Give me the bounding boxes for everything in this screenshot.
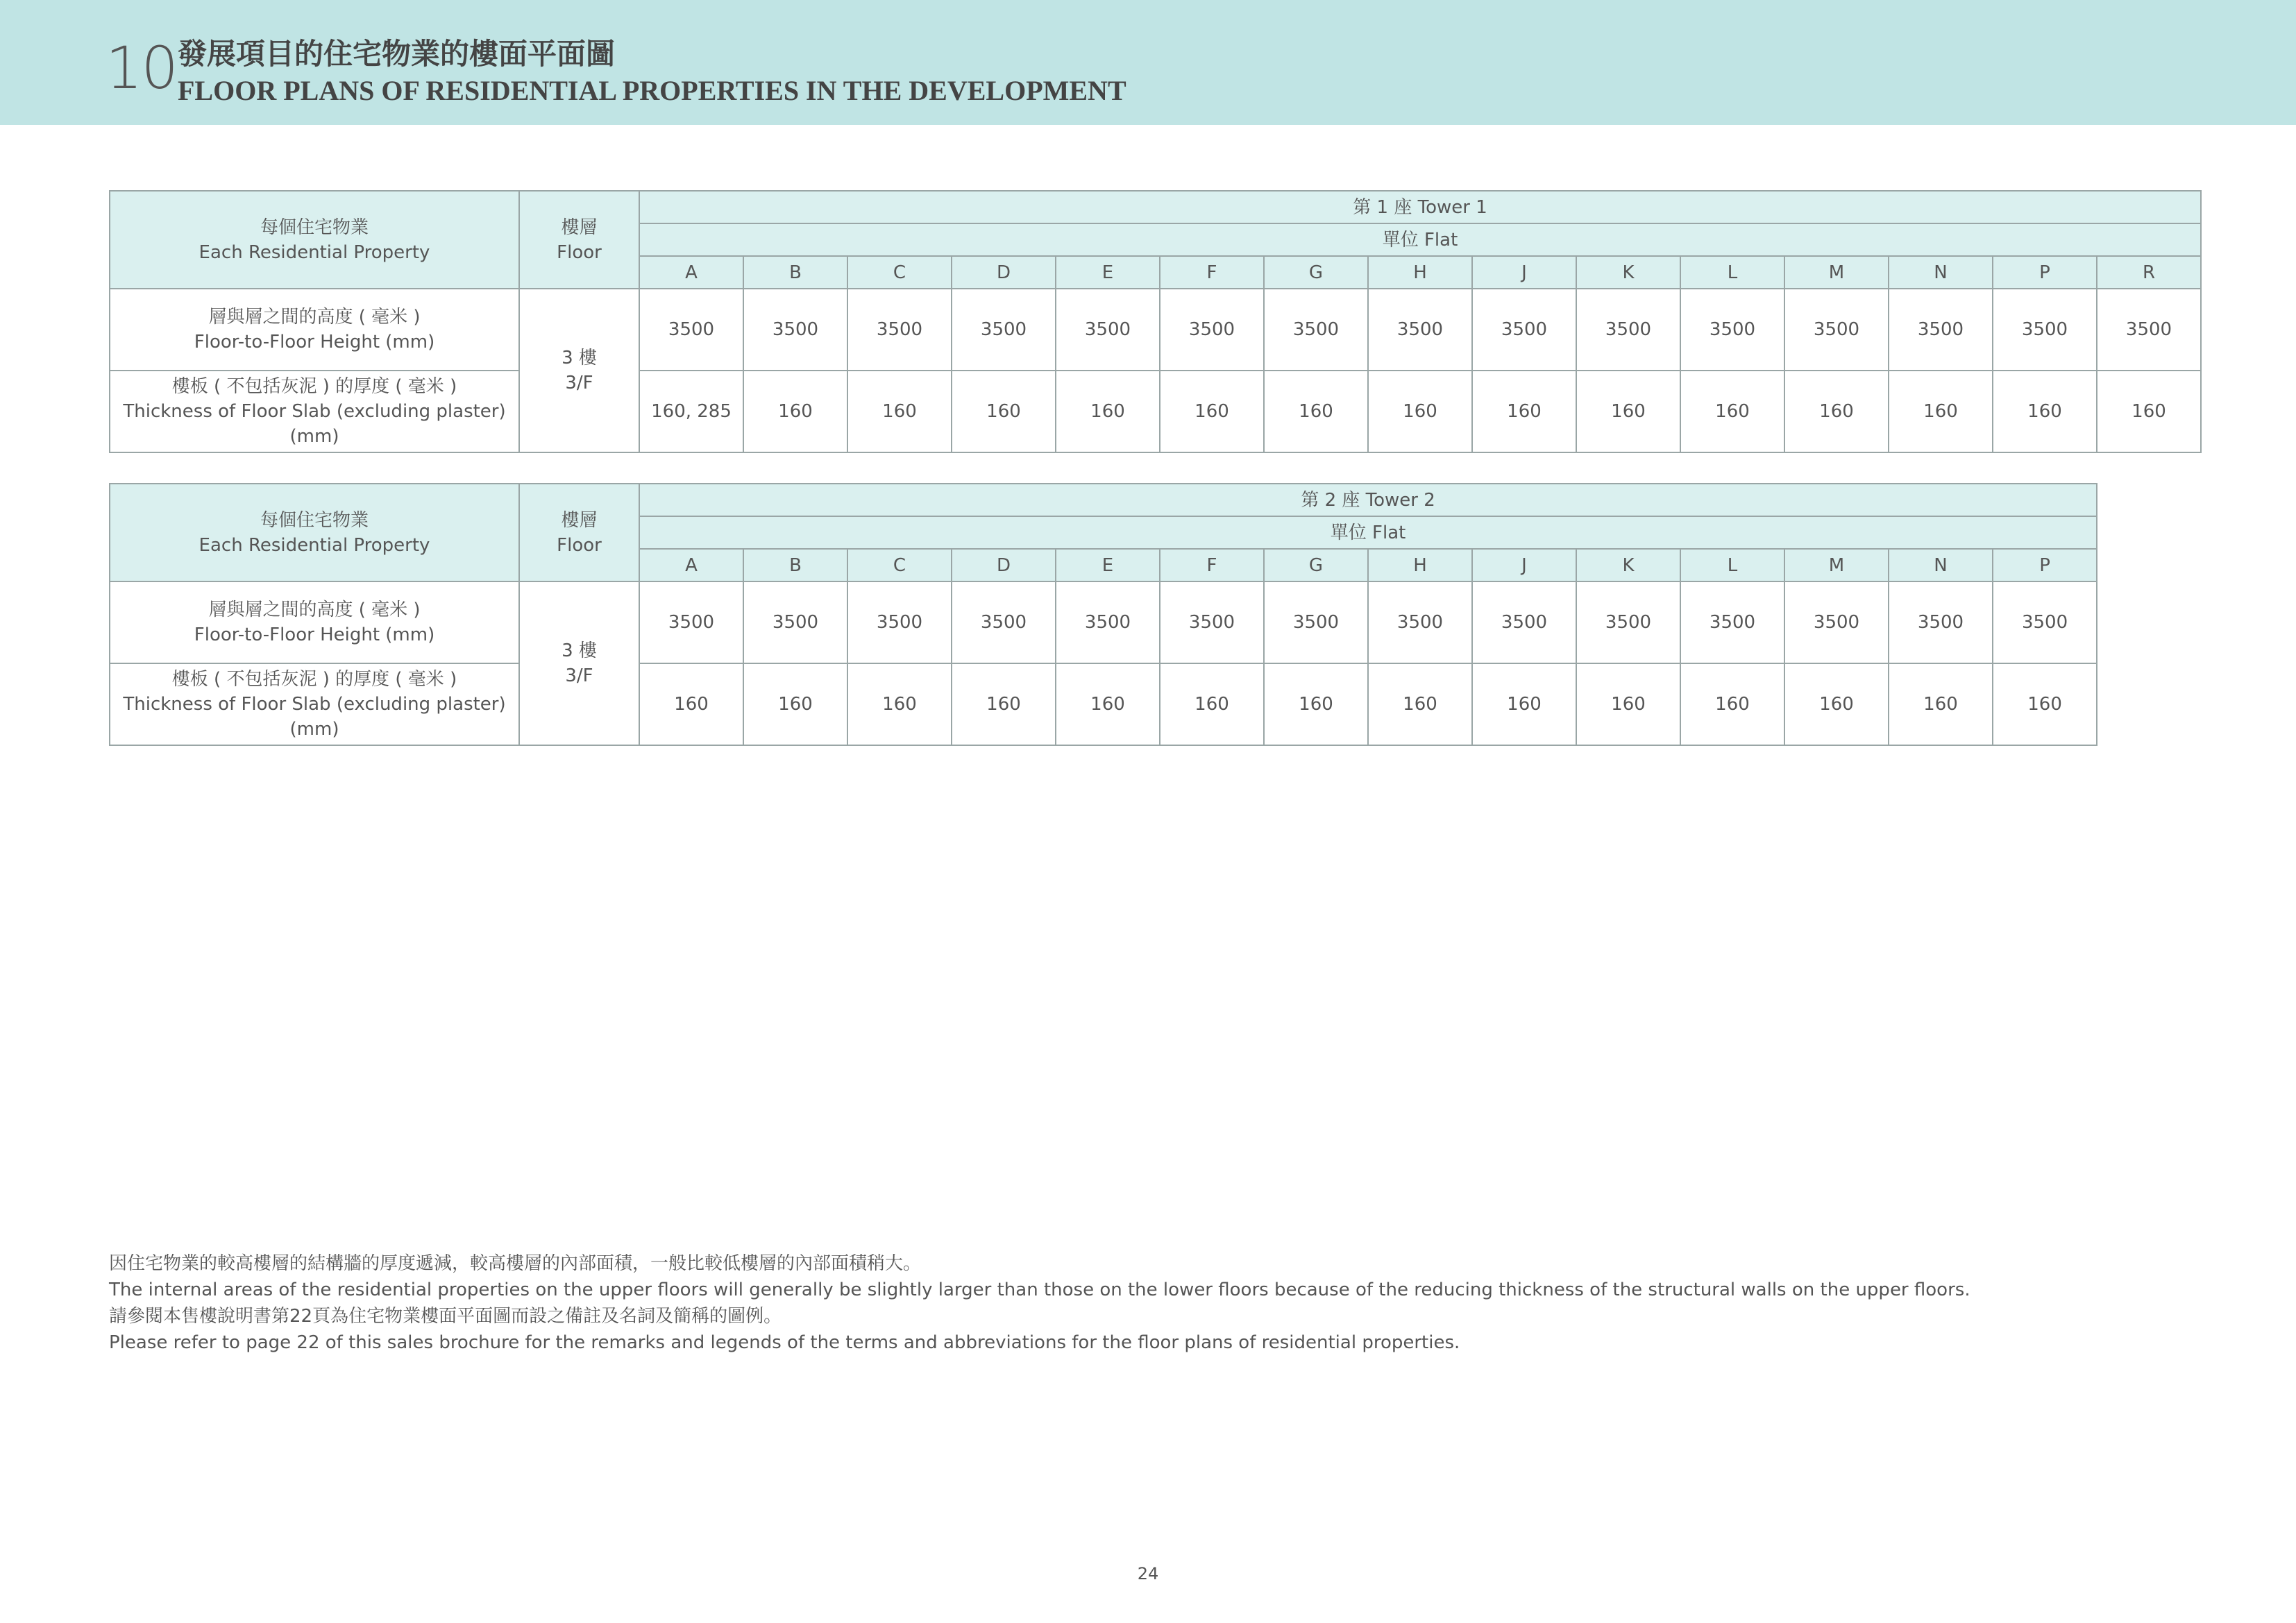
value-cell: 3500 — [952, 289, 1056, 371]
table-row — [110, 289, 2201, 371]
flat-column-header: G — [1264, 256, 1368, 289]
flat-column-header: J — [1472, 549, 1576, 581]
value-cell: 160 — [1576, 371, 1680, 452]
flat-column-header: B — [743, 549, 847, 581]
table-row — [110, 371, 2201, 452]
floor-height-table — [109, 483, 2097, 746]
table-row — [110, 663, 2097, 745]
value-cell: 3500 — [1993, 289, 2097, 371]
row-label-zh: 樓板 ( 不包括灰泥 ) 的厚度 ( 毫米 ) — [171, 376, 457, 397]
note-line: Please refer to page 22 of this sales brochure for the remarks and legends of the terms and abbreviations for the floor plans of residential properties. — [109, 1332, 1460, 1353]
value-cell: 3500 — [639, 581, 743, 663]
flat-column-header: F — [1160, 256, 1264, 289]
value-cell: 160 — [1993, 371, 2097, 452]
flat-column-header: K — [1576, 549, 1680, 581]
value-cell: 3500 — [1784, 289, 1889, 371]
flat-column-header: A — [639, 549, 743, 581]
floor-cell — [519, 289, 639, 452]
value-cell: 160 — [1993, 663, 2097, 745]
value-cell: 3500 — [743, 289, 847, 371]
floor-zh: 3 樓 — [562, 640, 597, 661]
row-label-en: Floor-to-Floor Height (mm) — [194, 624, 435, 645]
row-label-zh: 層與層之間的高度 ( 毫米 ) — [208, 600, 421, 620]
value-cell: 3500 — [1056, 289, 1160, 371]
value-cell: 160 — [1576, 663, 1680, 745]
floor-label-zh: 樓層 — [561, 509, 598, 531]
value-cell: 160 — [1680, 371, 1784, 452]
flat-column-header: H — [1368, 256, 1472, 289]
value-cell: 160 — [1472, 663, 1576, 745]
value-cell: 3500 — [1160, 289, 1264, 371]
flat-column-header: B — [743, 256, 847, 289]
flat-column-header: R — [2097, 256, 2201, 289]
value-cell: 3500 — [743, 581, 847, 663]
flat-header: 單位 Flat — [639, 516, 2097, 549]
flat-column-header: N — [1889, 549, 1993, 581]
flat-column-header: P — [1993, 549, 2097, 581]
flat-column-header: M — [1784, 549, 1889, 581]
value-cell: 3500 — [639, 289, 743, 371]
flat-column-header: F — [1160, 549, 1264, 581]
flat-column-header: N — [1889, 256, 1993, 289]
header-row — [110, 484, 2097, 516]
value-cell: 3500 — [1160, 581, 1264, 663]
flat-column-header: E — [1056, 256, 1160, 289]
value-cell: 3500 — [1680, 289, 1784, 371]
property-label-zh: 每個住宅物業 — [260, 216, 369, 238]
floor-cell — [519, 581, 639, 745]
value-cell: 160 — [1264, 371, 1368, 452]
value-cell: 3500 — [1993, 581, 2097, 663]
header-row — [110, 191, 2201, 223]
flat-header: 單位 Flat — [639, 223, 2201, 256]
flat-column-header: G — [1264, 549, 1368, 581]
value-cell: 3500 — [1576, 581, 1680, 663]
flat-column-header: L — [1680, 549, 1784, 581]
value-cell: 160 — [952, 663, 1056, 745]
value-cell: 160 — [952, 371, 1056, 452]
value-cell: 160 — [1472, 371, 1576, 452]
row-label-cell — [110, 581, 519, 663]
note-line: 因住宅物業的較高樓層的結構牆的厚度遞減，較高樓層的內部面積，一般比較低樓層的內部面積稍大。 — [109, 1253, 922, 1274]
value-cell: 160 — [847, 371, 952, 452]
value-cell: 3500 — [847, 289, 952, 371]
floor-label-zh: 樓層 — [561, 216, 598, 238]
row-label-en: Floor-to-Floor Height (mm) — [194, 332, 435, 352]
value-cell: 3500 — [1472, 289, 1576, 371]
value-cell: 3500 — [1264, 289, 1368, 371]
row-label-cell — [110, 663, 519, 745]
flat-column-header: A — [639, 256, 743, 289]
page-number: 24 — [1137, 1564, 1159, 1583]
flat-column-header: D — [952, 256, 1056, 289]
section-title-zh: 發展項目的住宅物業的樓面平面圖 — [178, 37, 616, 71]
value-cell: 3500 — [1472, 581, 1576, 663]
value-cell: 160 — [1056, 663, 1160, 745]
property-header-cell — [110, 191, 519, 289]
section-number: 10 — [105, 34, 177, 102]
value-cell: 160 — [1368, 663, 1472, 745]
value-cell: 3500 — [1784, 581, 1889, 663]
value-cell: 160 — [1264, 663, 1368, 745]
flat-column-header: C — [847, 256, 952, 289]
value-cell: 3500 — [1368, 581, 1472, 663]
section-title-en: FLOOR PLANS OF RESIDENTIAL PROPERTIES IN THE DEVELOPMENT — [178, 75, 1126, 106]
value-cell: 3500 — [1576, 289, 1680, 371]
row-label-en: Thickness of Floor Slab (excluding plaster) (mm) — [123, 694, 506, 740]
value-cell: 160, 285 — [639, 371, 743, 452]
value-cell: 3500 — [1889, 581, 1993, 663]
property-label-en: Each Residential Property — [199, 241, 430, 263]
table-row — [110, 581, 2097, 663]
value-cell: 160 — [743, 663, 847, 745]
value-cell: 160 — [1160, 663, 1264, 745]
value-cell: 3500 — [2097, 289, 2201, 371]
value-cell: 3500 — [1264, 581, 1368, 663]
row-label-zh: 樓板 ( 不包括灰泥 ) 的厚度 ( 毫米 ) — [171, 669, 457, 690]
flat-column-header: L — [1680, 256, 1784, 289]
value-cell: 160 — [847, 663, 952, 745]
floor-header-cell — [519, 484, 639, 581]
section-header — [0, 0, 2296, 125]
value-cell: 160 — [1160, 371, 1264, 452]
floor-height-table — [109, 190, 2202, 453]
value-cell: 160 — [2097, 371, 2201, 452]
flat-column-header: D — [952, 549, 1056, 581]
flat-column-header: P — [1993, 256, 2097, 289]
property-label-en: Each Residential Property — [199, 534, 430, 556]
floor-en: 3/F — [565, 665, 593, 686]
property-header-cell — [110, 484, 519, 581]
value-cell: 160 — [1889, 663, 1993, 745]
floor-label-en: Floor — [557, 241, 602, 263]
row-label-cell — [110, 371, 519, 452]
note-line: The internal areas of the residential properties on the upper floors will generally be slightly larger than those on the lower floors because of the reducing thickness of the structural walls on the upper floors. — [109, 1280, 1970, 1300]
value-cell: 3500 — [1368, 289, 1472, 371]
floor-en: 3/F — [565, 373, 593, 393]
floor-label-en: Floor — [557, 534, 602, 556]
flat-column-header: M — [1784, 256, 1889, 289]
value-cell: 160 — [1889, 371, 1993, 452]
flat-column-header: C — [847, 549, 952, 581]
value-cell: 3500 — [847, 581, 952, 663]
floor-zh: 3 樓 — [562, 348, 597, 368]
value-cell: 3500 — [1056, 581, 1160, 663]
floor-header-cell — [519, 191, 639, 289]
value-cell: 160 — [743, 371, 847, 452]
row-label-en: Thickness of Floor Slab (excluding plaster) (mm) — [123, 401, 506, 447]
note-line: 請參閱本售樓說明書第22頁為住宅物業樓面平面圖而設之備註及名詞及簡稱的圖例。 — [109, 1306, 782, 1327]
value-cell: 3500 — [952, 581, 1056, 663]
value-cell: 160 — [1784, 371, 1889, 452]
tower-header: 第 2 座 Tower 2 — [639, 484, 2097, 516]
value-cell: 160 — [1368, 371, 1472, 452]
row-label-zh: 層與層之間的高度 ( 毫米 ) — [208, 307, 421, 328]
value-cell: 160 — [639, 663, 743, 745]
property-label-zh: 每個住宅物業 — [260, 509, 369, 531]
row-label-cell — [110, 289, 519, 371]
value-cell: 160 — [1056, 371, 1160, 452]
flat-column-header: J — [1472, 256, 1576, 289]
tower-header: 第 1 座 Tower 1 — [639, 191, 2201, 223]
notes — [109, 1250, 2191, 1356]
value-cell: 160 — [1784, 663, 1889, 745]
value-cell: 3500 — [1889, 289, 1993, 371]
value-cell: 160 — [1680, 663, 1784, 745]
value-cell: 3500 — [1680, 581, 1784, 663]
flat-column-header: K — [1576, 256, 1680, 289]
flat-column-header: E — [1056, 549, 1160, 581]
flat-column-header: H — [1368, 549, 1472, 581]
